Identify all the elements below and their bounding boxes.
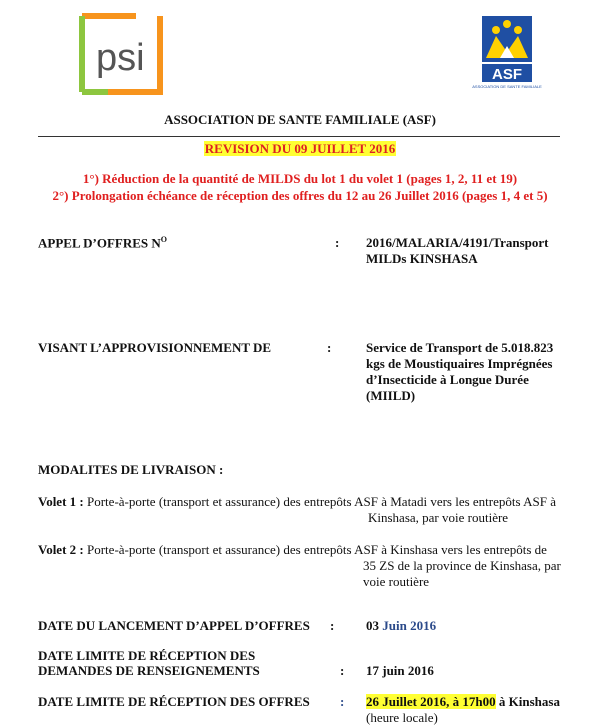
svg-text:psi: psi xyxy=(96,37,145,79)
revision-banner xyxy=(0,141,600,157)
revision-note-2: 2°) Prolongation échéance de réception des offres du 12 au 26 Juillet 2016 (pages 1, 4 et 5) xyxy=(52,188,548,203)
offres-label: DATE LIMITE DE RÉCEPTION DES OFFRES xyxy=(38,694,310,709)
lancement-value: 03 Juin 2016 xyxy=(366,618,437,633)
renseignements-value: 17 juin 2016 xyxy=(366,663,434,678)
visant-colon: : xyxy=(327,340,332,355)
volet-1: Volet 1 : Porte-à-porte (transport et assurance) des entrepôts ASF à Matadi vers les entrepôts ASF à Kinshasa, par voie routière xyxy=(38,494,556,525)
divider xyxy=(38,136,560,137)
visant-label: VISANT L’APPROVISIONNEMENT DE xyxy=(38,340,272,355)
offres-colon: : xyxy=(340,694,345,709)
volet-2: Volet 2 : Porte-à-porte (transport et assurance) des entrepôts ASF à Kinshasa vers les entrepôts de 35 ZS de la province de Kinshasa, par voie routière xyxy=(38,542,561,589)
appel-value: 2016/MALARIA/4191/Transport MILDs KINSHASA xyxy=(366,235,549,266)
lancement-label: DATE DU LANCEMENT D’APPEL D’OFFRES xyxy=(38,618,310,633)
psi-logo xyxy=(78,12,164,96)
lancement-colon: : xyxy=(330,618,335,633)
renseignements-label: DATE LIMITE DE RÉCEPTION DES DEMANDES DE RENSEIGNEMENTS xyxy=(38,648,260,678)
page-title: ASSOCIATION DE SANTE FAMILIALE (ASF) xyxy=(164,112,436,127)
renseignements-colon: : xyxy=(340,663,345,678)
visant-value: Service de Transport de 5.018.823 kgs de Moustiquaires Imprégnées d’Insecticide à Longue Durée (MIILD) xyxy=(366,340,554,403)
appel-label: APPEL D’OFFRES $N^O$ xyxy=(38,235,168,251)
revision-text: REVISION DU 09 JUILLET 2016 xyxy=(204,141,396,156)
asf-logo xyxy=(472,2,542,100)
revision-note-1: 1°) Réduction de la quantité de MILDS du lot 1 du volet 1 (pages 1, 2, 11 et 19) xyxy=(82,171,518,186)
appel-colon: : xyxy=(335,235,340,250)
svg-text:ASF: ASF xyxy=(492,66,522,83)
svg-text:ASSOCIATION DE SANTE FAMILIALE: ASSOCIATION DE SANTE FAMILIALE xyxy=(472,84,542,89)
offres-value: 26 Juillet 2016, à 17h00 à Kinshasa (heure locale) xyxy=(366,694,560,725)
modalites-heading: MODALITES DE LIVRAISON : xyxy=(38,462,224,477)
